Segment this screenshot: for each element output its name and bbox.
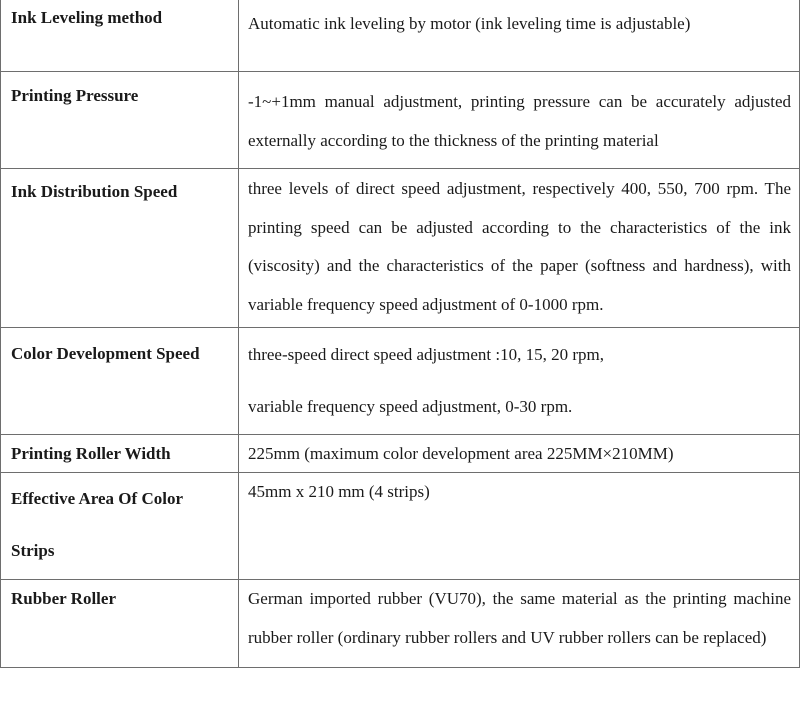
table-row: [1, 0, 800, 72]
row-value-printing-roller-width: 225mm (maximum color development area 225MM×210MM): [239, 435, 800, 473]
table-row: [1, 473, 800, 580]
row-value-ink-leveling-method: Automatic ink leveling by motor (ink leveling time is adjustable): [239, 0, 800, 72]
row-label-printing-roller-width: Printing Roller Width: [1, 435, 239, 473]
row-value-line-1: three-speed direct speed adjustment :10, 15, 20 rpm,: [248, 345, 604, 364]
row-label-color-development-speed: Color Development Speed: [1, 328, 239, 435]
row-value-color-development-speed: [239, 328, 800, 435]
row-value-printing-pressure: -1~+1mm manual adjustment, printing pressure can be accurately adjusted externally according to the thickness of the printing material: [239, 72, 800, 169]
row-value-rubber-roller: German imported rubber (VU70), the same material as the printing machine rubber roller (ordinary rubber rollers and UV rubber rollers can be replaced): [239, 580, 800, 668]
row-label-ink-distribution-speed: Ink Distribution Speed: [1, 169, 239, 328]
row-value-line-2: variable frequency speed adjustment, 0-30 rpm.: [248, 397, 573, 416]
table-row: [1, 328, 800, 435]
table-row: [1, 580, 800, 668]
row-label-effective-area-of-color-strips: Effective Area Of Color Strips: [1, 473, 239, 580]
row-label-rubber-roller: Rubber Roller: [1, 580, 239, 668]
row-label-printing-pressure: Printing Pressure: [1, 72, 239, 169]
row-value-effective-area-of-color-strips: 45mm x 210 mm (4 strips): [239, 473, 800, 580]
row-value-ink-distribution-speed: three levels of direct speed adjustment, respectively 400, 550, 700 rpm. The printing speed can be adjusted according to the characteristics of the ink (viscosity) and the characteristics of the paper (softness and hardness), with variable frequency speed adjustment of 0-1000 rpm.: [239, 169, 800, 328]
row-label-ink-leveling-method: Ink Leveling method: [1, 0, 239, 72]
table-row: [1, 435, 800, 473]
table-row: [1, 169, 800, 328]
table-row: [1, 72, 800, 169]
